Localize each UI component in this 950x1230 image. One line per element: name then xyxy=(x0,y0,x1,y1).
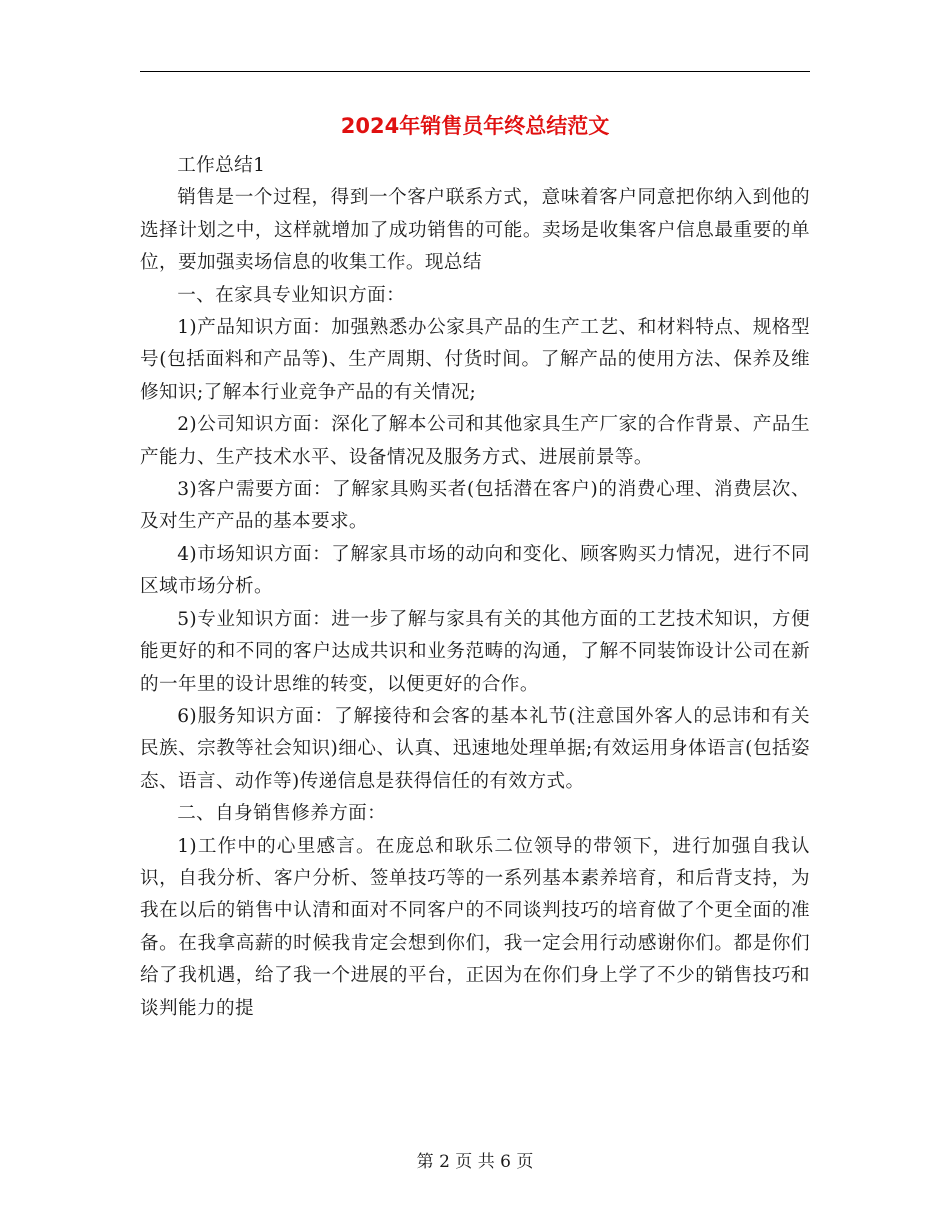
document-body xyxy=(140,150,810,1025)
document-title: 2024年销售员年终总结范文 xyxy=(340,114,610,138)
paragraph-professional-knowledge: 5)专业知识方面：进一步了解与家具有关的其他方面的工艺技术知识，方便能更好的和不同的客户达成共识和业务范畴的沟通，了解不同装饰设计公司在新的一年里的设计思维的转变，以便更好的合作。 xyxy=(140,608,810,695)
paragraph-market-knowledge: 4)市场知识方面：了解家具市场的动向和变化、顾客购买力情况，进行不同区域市场分析。 xyxy=(140,543,810,598)
page-number-footer: 第 2 页 共 6 页 xyxy=(416,1152,534,1172)
heading-furniture-knowledge: 一、在家具专业知识方面： xyxy=(177,284,406,306)
paragraph-customer-needs: 3)客户需要方面：了解家具购买者(包括潜在客户)的消费心理、消费层次、及对生产产品的基本要求。 xyxy=(140,479,810,533)
paragraph-service-knowledge: 6)服务知识方面：了解接待和会客的基本礼节(注意国外客人的忌讳和有关民族、宗教等社会知识)细心、认真、迅速地处理单据;有效运用身体语言(包括姿态、语言、动作等)传递信息是获得信任的有效方式。 xyxy=(140,705,810,792)
paragraph-intro: 销售是一个过程，得到一个客户联系方式，意味着客户同意把你纳入到他的选择计划之中，这样就增加了成功销售的可能。卖场是收集客户信息最重要的单位，要加强卖场信息的收集工作。现总结 xyxy=(140,187,810,274)
heading-self-cultivation: 二、自身销售修养方面： xyxy=(177,803,387,825)
paragraph-company-knowledge: 2)公司知识方面：深化了解本公司和其他家具生产厂家的合作背景、产品生产能力、生产技术水平、设备情况及服务方式、进展前景等。 xyxy=(140,414,810,468)
paragraph-product-knowledge: 1)产品知识方面：加强熟悉办公家具产品的生产工艺、和材料特点、规格型号(包括面料和产品等)、生产周期、付货时间。了解产品的使用方法、保养及维修知识;了解本行业竞争产品的有关情况; xyxy=(140,317,810,403)
paragraph-work-reflection: 1)工作中的心里感言。在庞总和耿乐二位领导的带领下，进行加强自我认识，自我分析、客户分析、签单技巧等的一系列基本素养培育，和后背支持，为我在以后的销售中认清和面对不同客户的不同谈判技巧的培育做了个更全面的准备。在我拿高薪的时候我肯定会想到你们，我一定会用行动感谢你们。都是你们给了我机遇，给了我一个进展的平台，正因为在你们身上学了不少的销售技巧和谈判能力的提 xyxy=(140,835,810,1019)
paragraph-section-label: 工作总结1 xyxy=(177,155,266,176)
header-rule xyxy=(140,71,810,72)
